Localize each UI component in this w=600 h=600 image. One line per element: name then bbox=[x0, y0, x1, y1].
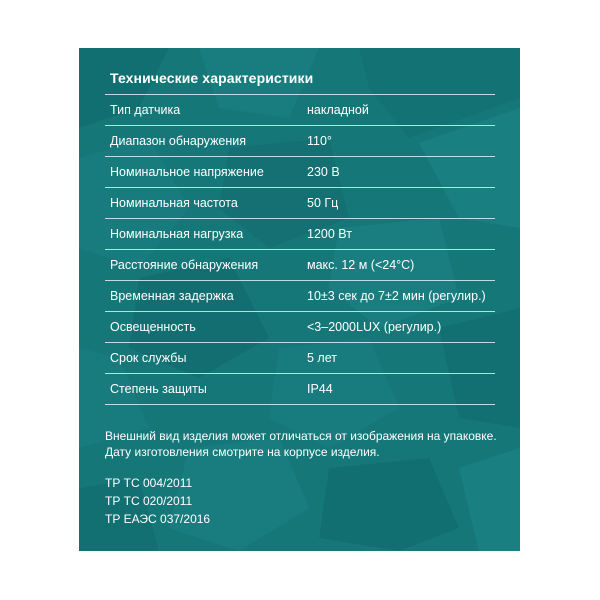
certification-standards bbox=[105, 474, 210, 528]
disclaimer-note bbox=[105, 428, 497, 460]
standard-item: ТР ЕАЭС 037/2016 bbox=[105, 512, 211, 526]
spec-label: Временная задержка bbox=[110, 289, 234, 303]
spec-row bbox=[105, 312, 495, 343]
spec-row bbox=[105, 157, 495, 188]
spec-value: 10±3 сек до 7±2 мин (регулир.) bbox=[307, 289, 486, 303]
spec-label: Расстояние обнаружения bbox=[110, 258, 259, 272]
spec-label: Степень защиты bbox=[110, 382, 207, 396]
spec-row bbox=[105, 95, 495, 126]
section-title: Технические характеристики bbox=[110, 70, 314, 86]
spec-value: <3–2000LUX (регулир.) bbox=[307, 320, 442, 334]
standard-item: ТР ТС 020/2011 bbox=[105, 494, 193, 508]
spec-row bbox=[105, 374, 495, 405]
spec-value: 230 В bbox=[307, 165, 340, 179]
spec-value: IP44 bbox=[307, 382, 333, 396]
spec-value: макс. 12 м (<24°С) bbox=[307, 258, 415, 272]
specifications-table bbox=[105, 94, 495, 405]
spec-row bbox=[105, 219, 495, 250]
spec-row bbox=[105, 281, 495, 312]
spec-label: Диапазон обнаружения bbox=[110, 134, 247, 148]
panel-content bbox=[79, 48, 520, 551]
spec-label: Номинальное напряжение bbox=[110, 165, 264, 179]
note-line: Дату изготовления смотрите на корпусе изделия. bbox=[105, 445, 380, 459]
standard-item: ТР ТС 004/2011 bbox=[105, 476, 193, 490]
spec-label: Срок службы bbox=[110, 351, 187, 365]
spec-value: 50 Гц bbox=[307, 196, 339, 210]
spec-label: Номинальная частота bbox=[110, 196, 238, 210]
spec-row bbox=[105, 126, 495, 157]
spec-label: Освещенность bbox=[110, 320, 196, 334]
specifications-panel bbox=[79, 48, 520, 551]
spec-value: 110° bbox=[307, 134, 332, 148]
spec-row bbox=[105, 343, 495, 374]
spec-label: Тип датчика bbox=[110, 103, 181, 117]
note-line: Внешний вид изделия может отличаться от изображения на упаковке. bbox=[105, 429, 497, 443]
spec-value: 1200 Вт bbox=[307, 227, 352, 241]
spec-row bbox=[105, 188, 495, 219]
spec-row bbox=[105, 250, 495, 281]
spec-value: накладной bbox=[307, 103, 369, 117]
spec-value: 5 лет bbox=[307, 351, 337, 365]
spec-label: Номинальная нагрузка bbox=[110, 227, 244, 241]
